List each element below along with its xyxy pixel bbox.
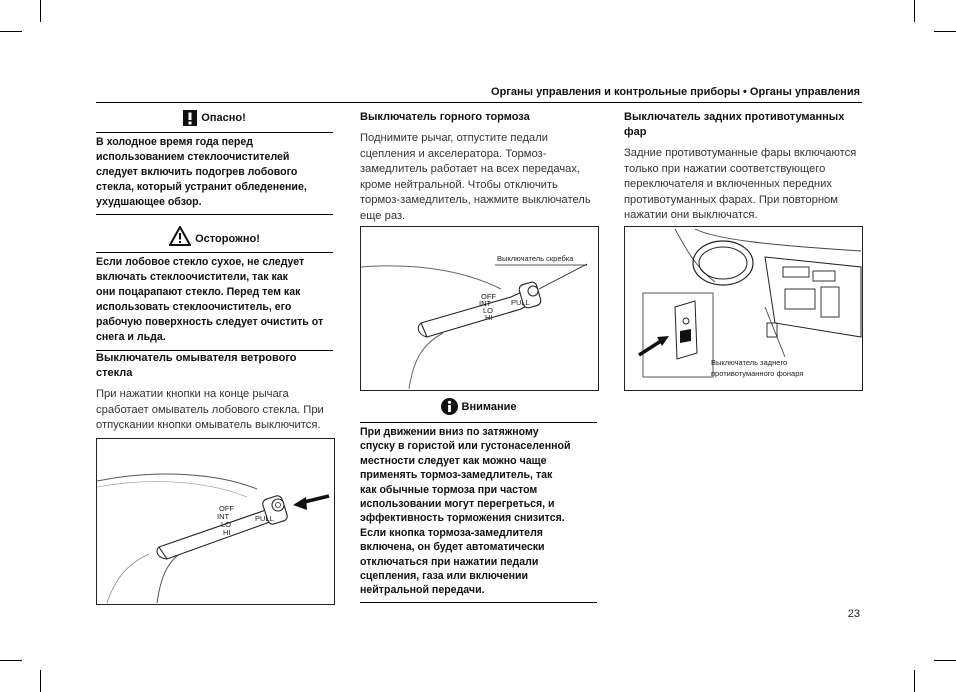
text-line: только при нажатии соответствующего	[624, 162, 826, 175]
text-line: тормоз-замедлитель, нажмите выключатель	[360, 194, 591, 207]
text-line: Выключатель заднего	[711, 358, 788, 367]
text-line: переключателя и включенных передних	[624, 178, 832, 191]
text-line: включена, он будет автоматически	[360, 541, 545, 554]
danger-rule-bottom	[96, 214, 333, 215]
text-line: Если кнопка тормоза-замедлителя	[360, 526, 543, 539]
brake-body	[360, 131, 600, 225]
crop-mark	[934, 660, 956, 661]
brake-figure	[360, 226, 599, 391]
wiper-stalk-illustration	[97, 439, 334, 604]
stalk-label-off: OFF	[481, 292, 496, 301]
text-line: сцепления, газа или включении	[360, 570, 529, 583]
text-line: снега и льда.	[96, 331, 166, 344]
danger-title: Опасно!	[201, 112, 246, 124]
page-header: Органы управления и контрольные приборы • Органы управления	[491, 86, 860, 98]
exclamation-box-icon	[183, 110, 197, 126]
text-line: они поцарапают стекло. Перед тем как	[96, 286, 301, 299]
fog-body	[624, 146, 864, 224]
text-line: отпускании кнопки омыватель выключится.	[96, 419, 321, 432]
text-line: включать стеклоочистители, так как	[96, 271, 288, 284]
notice-heading	[360, 398, 597, 415]
crop-mark	[0, 660, 22, 661]
stalk-label-lo: LO	[221, 520, 232, 529]
text-line: ухудшающее обзор.	[96, 196, 202, 209]
text-line: нажатии они выключатся.	[624, 209, 758, 222]
caution-text	[96, 255, 333, 346]
danger-heading	[96, 110, 333, 126]
text-line: противотуманных фарах. При повторном	[624, 193, 838, 206]
text-line: сцепления и акселератора. Тормоз-	[360, 147, 547, 160]
info-circle-icon	[441, 398, 458, 415]
text-line: эффективность торможения снизится.	[360, 512, 565, 525]
crop-mark	[40, 670, 41, 692]
text-line: использовании могут перегреться, и	[360, 498, 555, 511]
stalk-label-pull: PULL	[255, 514, 274, 523]
brake-title: Выключатель горного тормоза	[360, 111, 530, 123]
notice-rule-top	[360, 422, 597, 423]
caution-title: Осторожно!	[195, 233, 260, 245]
danger-box	[96, 110, 333, 215]
crop-mark	[934, 31, 956, 32]
crop-mark	[914, 670, 915, 692]
stalk-label-lo: LO	[483, 306, 494, 315]
text-line: как обычные тормоза при частом	[360, 483, 538, 496]
text-line: спуску в гористой или густонаселенной	[360, 440, 571, 453]
washer-figure	[96, 438, 335, 605]
caution-rule-top	[96, 252, 333, 253]
text-line: противотуманного фонаря	[711, 369, 804, 378]
text-line: стекла, который устранит обледенение,	[96, 181, 307, 194]
text-line: При нажатии кнопки на конце рычага	[96, 388, 289, 400]
crop-mark	[0, 31, 22, 32]
notice-box	[360, 398, 597, 603]
text-line: использовать стеклоочиститель, его	[96, 301, 292, 314]
fog-title	[624, 110, 864, 140]
text-line: отключаться при нажатии педали	[360, 555, 539, 568]
text-line: еще раз.	[360, 209, 406, 222]
text-line: нейтральной передачи.	[360, 584, 485, 597]
stalk-label-int: INT	[479, 299, 492, 308]
stalk-label-hi: HI	[485, 313, 493, 322]
notice-title: Внимание	[461, 400, 517, 413]
danger-rule-top	[96, 132, 333, 133]
stalk-label-hi: HI	[223, 528, 231, 537]
text-line: замедлитель работает на всех передачах,	[360, 163, 581, 176]
text-line: сработает омыватель лобового стекла. При	[96, 403, 324, 416]
danger-text	[96, 135, 333, 210]
text-line: использованием стеклоочистителей	[96, 151, 290, 164]
text-line: Выключатель омывателя ветрового	[96, 352, 297, 364]
text-line: следует включить подогрев лобового	[96, 166, 298, 179]
text-line: стекла	[96, 367, 133, 379]
scraper-callout: Выключатель скребка	[497, 254, 574, 263]
text-line: Поднимите рычаг, отпустите педали	[360, 132, 548, 144]
caution-heading	[96, 226, 333, 246]
text-line: В холодное время года перед	[96, 136, 254, 148]
fog-figure	[624, 226, 863, 391]
text-line: кроме нейтральной. Чтобы отключить	[360, 178, 558, 191]
page-number: 23	[847, 608, 860, 620]
text-line: местности следует как можно чаще	[360, 454, 547, 467]
washer-body	[96, 387, 336, 434]
notice-text	[360, 425, 597, 598]
warning-triangle-icon	[169, 226, 191, 246]
crop-mark	[914, 0, 915, 22]
caution-box	[96, 226, 333, 351]
fog-callout	[711, 357, 803, 379]
text-line: Задние противотуманные фары включаются	[624, 147, 857, 159]
notice-rule-bottom	[360, 602, 597, 603]
text-line: При движении вниз по затяжному	[360, 426, 539, 438]
stalk-label-int: INT	[217, 512, 230, 521]
washer-title	[96, 351, 336, 381]
text-line: фар	[624, 126, 647, 138]
stalk-label-off: OFF	[219, 504, 234, 513]
stalk-label-pull: PULL	[511, 298, 530, 307]
text-line: Выключатель задних противотуманных	[624, 111, 845, 123]
text-line: применять тормоз-замедлитель, так	[360, 469, 553, 482]
header-rule	[96, 102, 862, 103]
crop-mark	[40, 0, 41, 22]
text-line: рабочую поверхность следует очистить от	[96, 316, 324, 329]
text-line: Если лобовое стекло сухое, не следует	[96, 256, 305, 268]
